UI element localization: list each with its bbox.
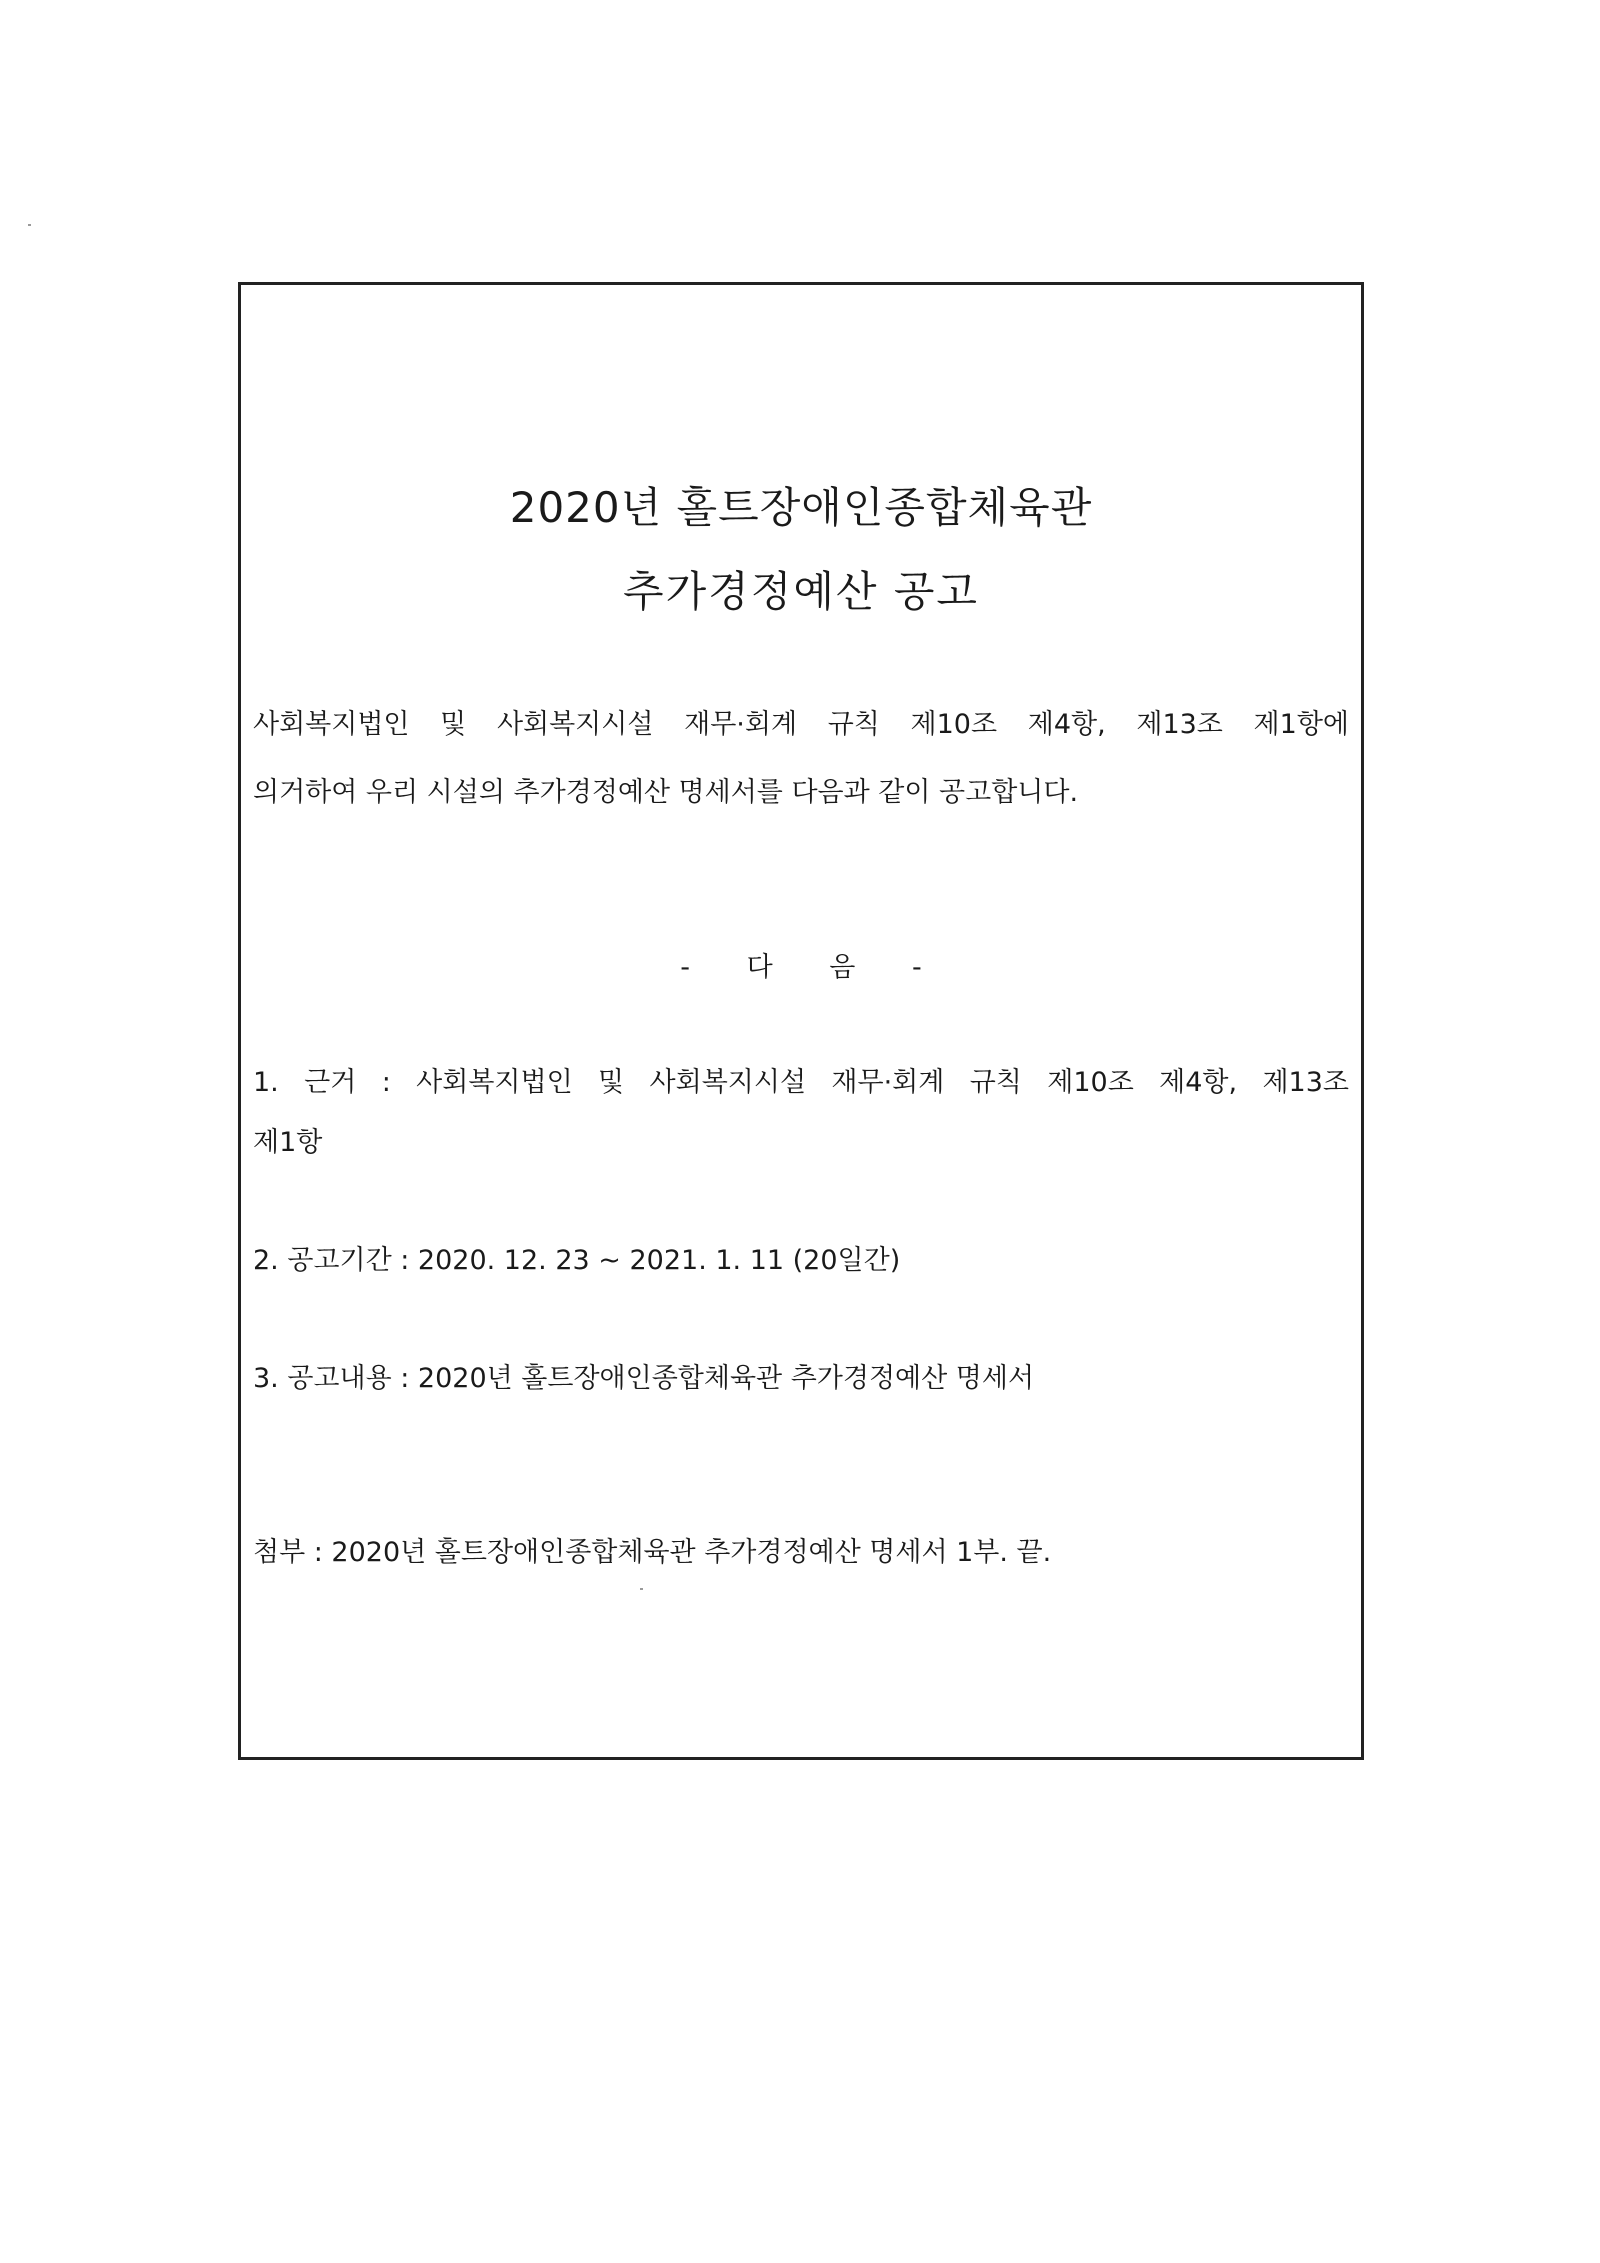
divider-char-da: 다 — [746, 952, 773, 983]
notice-title-line2: 추가경정예산 공고 — [623, 567, 979, 616]
intro-paragraph-line1: 사회복지법인 및 사회복지시설 재무·회계 규칙 제10조 제4항, 제13조 제1항에 — [253, 709, 1349, 740]
intro-paragraph-line2: 의거하여 우리 시설의 추가경정예산 명세서를 다음과 같이 공고합니다. — [253, 777, 1079, 808]
item-basis-line1: 1. 근거 : 사회복지법인 및 사회복지시설 재무·회계 규칙 제10조 제4항, 제13조 — [253, 1067, 1349, 1098]
notice-title-line1: 2020년 홀트장애인종합체육관 — [509, 483, 1093, 532]
attachment-note: 첨부 : 2020년 홀트장애인종합체육관 추가경정예산 명세서 1부. 끝. — [253, 1537, 1052, 1568]
item-basis-line2: 제1항 — [253, 1127, 323, 1158]
divider-dash-left: - — [680, 952, 691, 983]
item-notice-content: 3. 공고내용 : 2020년 홀트장애인종합체육관 추가경정예산 명세서 — [253, 1363, 1035, 1394]
divider-char-eum: 음 — [829, 952, 856, 983]
section-divider-mark — [241, 945, 1361, 984]
scan-speck — [28, 224, 31, 226]
item-notice-period: 2. 공고기간 : 2020. 12. 23 ~ 2021. 1. 11 (20일간) — [253, 1245, 901, 1276]
divider-dash-right: - — [911, 952, 922, 983]
notice-box — [238, 282, 1364, 1760]
